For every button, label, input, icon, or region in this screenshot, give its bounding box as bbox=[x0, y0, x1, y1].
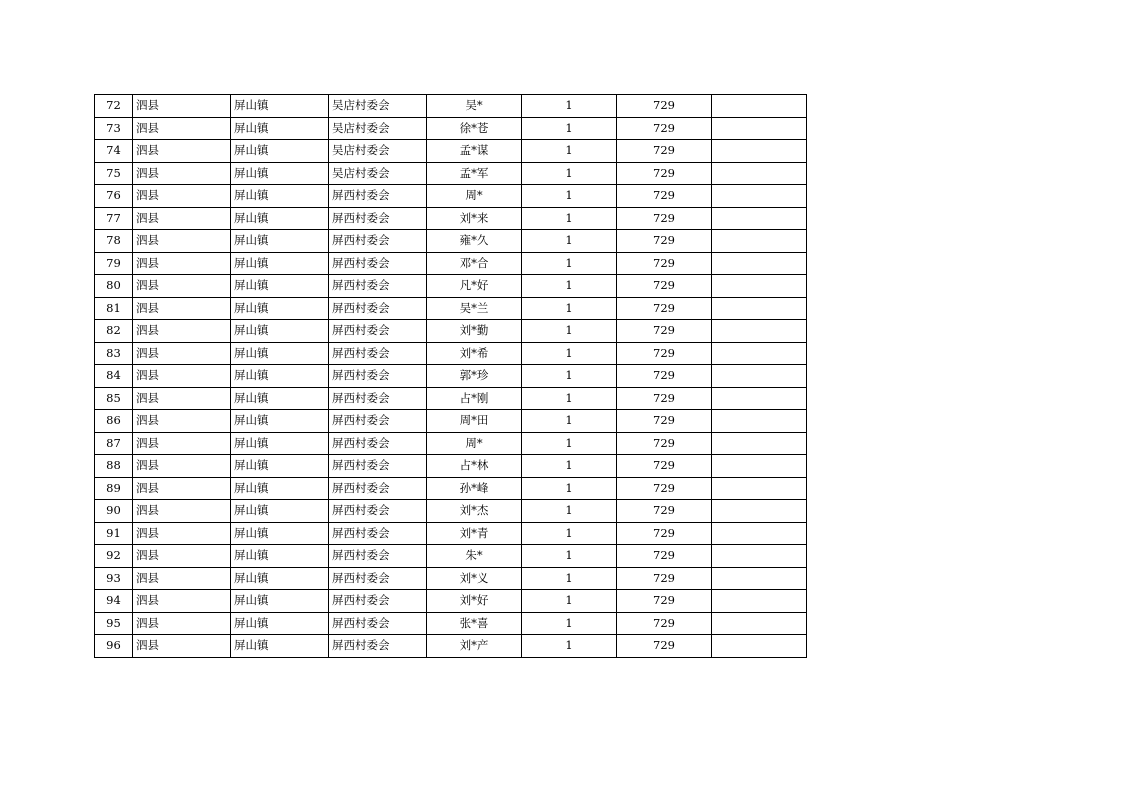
name-cell: 刘*来 bbox=[427, 207, 522, 230]
county-cell: 泗县 bbox=[133, 162, 231, 185]
table-row bbox=[95, 432, 807, 455]
note-cell bbox=[712, 117, 807, 140]
row-number-cell: 92 bbox=[95, 545, 133, 568]
table-row bbox=[95, 477, 807, 500]
town-cell: 屏山镇 bbox=[231, 477, 329, 500]
town-cell: 屏山镇 bbox=[231, 387, 329, 410]
county-cell: 泗县 bbox=[133, 590, 231, 613]
county-cell: 泗县 bbox=[133, 477, 231, 500]
amount-cell: 729 bbox=[617, 117, 712, 140]
county-cell: 泗县 bbox=[133, 297, 231, 320]
quantity-cell: 1 bbox=[522, 455, 617, 478]
table-row bbox=[95, 117, 807, 140]
county-cell: 泗县 bbox=[133, 387, 231, 410]
village-committee-cell: 屏西村委会 bbox=[329, 365, 427, 388]
row-number-cell: 75 bbox=[95, 162, 133, 185]
name-cell: 刘*青 bbox=[427, 522, 522, 545]
town-cell: 屏山镇 bbox=[231, 590, 329, 613]
name-cell: 周* bbox=[427, 185, 522, 208]
row-number-cell: 73 bbox=[95, 117, 133, 140]
name-cell: 刘*产 bbox=[427, 635, 522, 658]
amount-cell: 729 bbox=[617, 590, 712, 613]
row-number-cell: 85 bbox=[95, 387, 133, 410]
note-cell bbox=[712, 387, 807, 410]
village-committee-cell: 屏西村委会 bbox=[329, 432, 427, 455]
note-cell bbox=[712, 590, 807, 613]
amount-cell: 729 bbox=[617, 387, 712, 410]
town-cell: 屏山镇 bbox=[231, 342, 329, 365]
amount-cell: 729 bbox=[617, 162, 712, 185]
town-cell: 屏山镇 bbox=[231, 410, 329, 433]
town-cell: 屏山镇 bbox=[231, 635, 329, 658]
table-row bbox=[95, 207, 807, 230]
table-row bbox=[95, 320, 807, 343]
note-cell bbox=[712, 320, 807, 343]
village-committee-cell: 屏西村委会 bbox=[329, 500, 427, 523]
note-cell bbox=[712, 140, 807, 163]
amount-cell: 729 bbox=[617, 500, 712, 523]
note-cell bbox=[712, 612, 807, 635]
county-cell: 泗县 bbox=[133, 230, 231, 253]
quantity-cell: 1 bbox=[522, 297, 617, 320]
row-number-cell: 89 bbox=[95, 477, 133, 500]
amount-cell: 729 bbox=[617, 545, 712, 568]
row-number-cell: 82 bbox=[95, 320, 133, 343]
village-committee-cell: 屏西村委会 bbox=[329, 522, 427, 545]
table-row bbox=[95, 297, 807, 320]
row-number-cell: 91 bbox=[95, 522, 133, 545]
name-cell: 凡*好 bbox=[427, 275, 522, 298]
town-cell: 屏山镇 bbox=[231, 522, 329, 545]
county-cell: 泗县 bbox=[133, 545, 231, 568]
name-cell: 刘*好 bbox=[427, 590, 522, 613]
note-cell bbox=[712, 567, 807, 590]
name-cell: 张*喜 bbox=[427, 612, 522, 635]
quantity-cell: 1 bbox=[522, 477, 617, 500]
county-cell: 泗县 bbox=[133, 320, 231, 343]
row-number-cell: 84 bbox=[95, 365, 133, 388]
name-cell: 占*林 bbox=[427, 455, 522, 478]
village-committee-cell: 屏西村委会 bbox=[329, 252, 427, 275]
village-committee-cell: 屏西村委会 bbox=[329, 545, 427, 568]
note-cell bbox=[712, 432, 807, 455]
row-number-cell: 76 bbox=[95, 185, 133, 208]
quantity-cell: 1 bbox=[522, 635, 617, 658]
amount-cell: 729 bbox=[617, 185, 712, 208]
quantity-cell: 1 bbox=[522, 522, 617, 545]
note-cell bbox=[712, 477, 807, 500]
amount-cell: 729 bbox=[617, 95, 712, 118]
quantity-cell: 1 bbox=[522, 500, 617, 523]
village-committee-cell: 屏西村委会 bbox=[329, 455, 427, 478]
village-committee-cell: 屏西村委会 bbox=[329, 567, 427, 590]
village-committee-cell: 屏西村委会 bbox=[329, 612, 427, 635]
note-cell bbox=[712, 635, 807, 658]
amount-cell: 729 bbox=[617, 455, 712, 478]
row-number-cell: 96 bbox=[95, 635, 133, 658]
note-cell bbox=[712, 545, 807, 568]
note-cell bbox=[712, 207, 807, 230]
table-row bbox=[95, 365, 807, 388]
row-number-cell: 79 bbox=[95, 252, 133, 275]
village-committee-cell: 屏西村委会 bbox=[329, 342, 427, 365]
amount-cell: 729 bbox=[617, 365, 712, 388]
village-committee-cell: 屏西村委会 bbox=[329, 297, 427, 320]
table-row bbox=[95, 455, 807, 478]
table-row bbox=[95, 230, 807, 253]
village-committee-cell: 屏西村委会 bbox=[329, 410, 427, 433]
amount-cell: 729 bbox=[617, 207, 712, 230]
name-cell: 邓*合 bbox=[427, 252, 522, 275]
table-row bbox=[95, 612, 807, 635]
amount-cell: 729 bbox=[617, 230, 712, 253]
town-cell: 屏山镇 bbox=[231, 162, 329, 185]
note-cell bbox=[712, 252, 807, 275]
town-cell: 屏山镇 bbox=[231, 432, 329, 455]
town-cell: 屏山镇 bbox=[231, 275, 329, 298]
amount-cell: 729 bbox=[617, 297, 712, 320]
table-row bbox=[95, 275, 807, 298]
county-cell: 泗县 bbox=[133, 455, 231, 478]
village-committee-cell: 屏西村委会 bbox=[329, 185, 427, 208]
row-number-cell: 94 bbox=[95, 590, 133, 613]
table-row bbox=[95, 410, 807, 433]
quantity-cell: 1 bbox=[522, 95, 617, 118]
name-cell: 刘*希 bbox=[427, 342, 522, 365]
amount-cell: 729 bbox=[617, 477, 712, 500]
quantity-cell: 1 bbox=[522, 185, 617, 208]
row-number-cell: 95 bbox=[95, 612, 133, 635]
quantity-cell: 1 bbox=[522, 590, 617, 613]
town-cell: 屏山镇 bbox=[231, 612, 329, 635]
county-cell: 泗县 bbox=[133, 365, 231, 388]
row-number-cell: 81 bbox=[95, 297, 133, 320]
town-cell: 屏山镇 bbox=[231, 455, 329, 478]
table-row bbox=[95, 387, 807, 410]
town-cell: 屏山镇 bbox=[231, 365, 329, 388]
name-cell: 吴* bbox=[427, 95, 522, 118]
amount-cell: 729 bbox=[617, 567, 712, 590]
county-cell: 泗县 bbox=[133, 635, 231, 658]
town-cell: 屏山镇 bbox=[231, 95, 329, 118]
name-cell: 刘*勤 bbox=[427, 320, 522, 343]
table-row bbox=[95, 162, 807, 185]
name-cell: 雍*久 bbox=[427, 230, 522, 253]
name-cell: 占*刚 bbox=[427, 387, 522, 410]
village-committee-cell: 屏西村委会 bbox=[329, 590, 427, 613]
row-number-cell: 74 bbox=[95, 140, 133, 163]
name-cell: 徐*苍 bbox=[427, 117, 522, 140]
village-committee-cell: 吴店村委会 bbox=[329, 95, 427, 118]
note-cell bbox=[712, 522, 807, 545]
name-cell: 周* bbox=[427, 432, 522, 455]
county-cell: 泗县 bbox=[133, 252, 231, 275]
name-cell: 周*田 bbox=[427, 410, 522, 433]
county-cell: 泗县 bbox=[133, 207, 231, 230]
name-cell: 孟*军 bbox=[427, 162, 522, 185]
name-cell: 郭*珍 bbox=[427, 365, 522, 388]
row-number-cell: 90 bbox=[95, 500, 133, 523]
village-committee-cell: 吴店村委会 bbox=[329, 117, 427, 140]
note-cell bbox=[712, 95, 807, 118]
quantity-cell: 1 bbox=[522, 117, 617, 140]
quantity-cell: 1 bbox=[522, 275, 617, 298]
table-row bbox=[95, 342, 807, 365]
town-cell: 屏山镇 bbox=[231, 297, 329, 320]
name-cell: 孟*谋 bbox=[427, 140, 522, 163]
document-sheet bbox=[94, 94, 807, 658]
note-cell bbox=[712, 275, 807, 298]
county-cell: 泗县 bbox=[133, 117, 231, 140]
quantity-cell: 1 bbox=[522, 140, 617, 163]
note-cell bbox=[712, 230, 807, 253]
county-cell: 泗县 bbox=[133, 500, 231, 523]
note-cell bbox=[712, 162, 807, 185]
note-cell bbox=[712, 297, 807, 320]
county-cell: 泗县 bbox=[133, 567, 231, 590]
town-cell: 屏山镇 bbox=[231, 207, 329, 230]
quantity-cell: 1 bbox=[522, 162, 617, 185]
county-cell: 泗县 bbox=[133, 275, 231, 298]
village-committee-cell: 屏西村委会 bbox=[329, 275, 427, 298]
county-cell: 泗县 bbox=[133, 522, 231, 545]
amount-cell: 729 bbox=[617, 410, 712, 433]
row-number-cell: 88 bbox=[95, 455, 133, 478]
row-number-cell: 83 bbox=[95, 342, 133, 365]
quantity-cell: 1 bbox=[522, 410, 617, 433]
row-number-cell: 93 bbox=[95, 567, 133, 590]
town-cell: 屏山镇 bbox=[231, 140, 329, 163]
note-cell bbox=[712, 500, 807, 523]
amount-cell: 729 bbox=[617, 140, 712, 163]
village-committee-cell: 屏西村委会 bbox=[329, 477, 427, 500]
table-row bbox=[95, 567, 807, 590]
town-cell: 屏山镇 bbox=[231, 500, 329, 523]
row-number-cell: 77 bbox=[95, 207, 133, 230]
row-number-cell: 87 bbox=[95, 432, 133, 455]
note-cell bbox=[712, 342, 807, 365]
amount-cell: 729 bbox=[617, 252, 712, 275]
amount-cell: 729 bbox=[617, 522, 712, 545]
town-cell: 屏山镇 bbox=[231, 117, 329, 140]
note-cell bbox=[712, 455, 807, 478]
note-cell bbox=[712, 365, 807, 388]
county-cell: 泗县 bbox=[133, 612, 231, 635]
town-cell: 屏山镇 bbox=[231, 252, 329, 275]
county-cell: 泗县 bbox=[133, 185, 231, 208]
quantity-cell: 1 bbox=[522, 612, 617, 635]
town-cell: 屏山镇 bbox=[231, 185, 329, 208]
row-number-cell: 72 bbox=[95, 95, 133, 118]
village-committee-cell: 屏西村委会 bbox=[329, 635, 427, 658]
village-committee-cell: 吴店村委会 bbox=[329, 162, 427, 185]
town-cell: 屏山镇 bbox=[231, 230, 329, 253]
table-row bbox=[95, 95, 807, 118]
county-cell: 泗县 bbox=[133, 410, 231, 433]
name-cell: 吴*兰 bbox=[427, 297, 522, 320]
amount-cell: 729 bbox=[617, 342, 712, 365]
quantity-cell: 1 bbox=[522, 342, 617, 365]
county-cell: 泗县 bbox=[133, 95, 231, 118]
table-row bbox=[95, 545, 807, 568]
quantity-cell: 1 bbox=[522, 320, 617, 343]
row-number-cell: 78 bbox=[95, 230, 133, 253]
town-cell: 屏山镇 bbox=[231, 567, 329, 590]
amount-cell: 729 bbox=[617, 612, 712, 635]
quantity-cell: 1 bbox=[522, 365, 617, 388]
row-number-cell: 80 bbox=[95, 275, 133, 298]
county-cell: 泗县 bbox=[133, 342, 231, 365]
town-cell: 屏山镇 bbox=[231, 320, 329, 343]
village-committee-cell: 屏西村委会 bbox=[329, 320, 427, 343]
table-row bbox=[95, 500, 807, 523]
table-row bbox=[95, 185, 807, 208]
name-cell: 孙*峰 bbox=[427, 477, 522, 500]
table-body bbox=[95, 95, 807, 658]
quantity-cell: 1 bbox=[522, 252, 617, 275]
quantity-cell: 1 bbox=[522, 207, 617, 230]
name-cell: 刘*义 bbox=[427, 567, 522, 590]
county-cell: 泗县 bbox=[133, 432, 231, 455]
note-cell bbox=[712, 185, 807, 208]
table-row bbox=[95, 140, 807, 163]
county-cell: 泗县 bbox=[133, 140, 231, 163]
village-committee-cell: 吴店村委会 bbox=[329, 140, 427, 163]
table-row bbox=[95, 252, 807, 275]
table-row bbox=[95, 522, 807, 545]
quantity-cell: 1 bbox=[522, 230, 617, 253]
amount-cell: 729 bbox=[617, 635, 712, 658]
village-committee-cell: 屏西村委会 bbox=[329, 207, 427, 230]
quantity-cell: 1 bbox=[522, 387, 617, 410]
town-cell: 屏山镇 bbox=[231, 545, 329, 568]
table-row bbox=[95, 635, 807, 658]
amount-cell: 729 bbox=[617, 432, 712, 455]
amount-cell: 729 bbox=[617, 275, 712, 298]
quantity-cell: 1 bbox=[522, 432, 617, 455]
row-number-cell: 86 bbox=[95, 410, 133, 433]
name-cell: 朱* bbox=[427, 545, 522, 568]
table-row bbox=[95, 590, 807, 613]
village-committee-cell: 屏西村委会 bbox=[329, 387, 427, 410]
subsidy-table bbox=[94, 94, 807, 658]
quantity-cell: 1 bbox=[522, 567, 617, 590]
note-cell bbox=[712, 410, 807, 433]
amount-cell: 729 bbox=[617, 320, 712, 343]
quantity-cell: 1 bbox=[522, 545, 617, 568]
name-cell: 刘*杰 bbox=[427, 500, 522, 523]
village-committee-cell: 屏西村委会 bbox=[329, 230, 427, 253]
